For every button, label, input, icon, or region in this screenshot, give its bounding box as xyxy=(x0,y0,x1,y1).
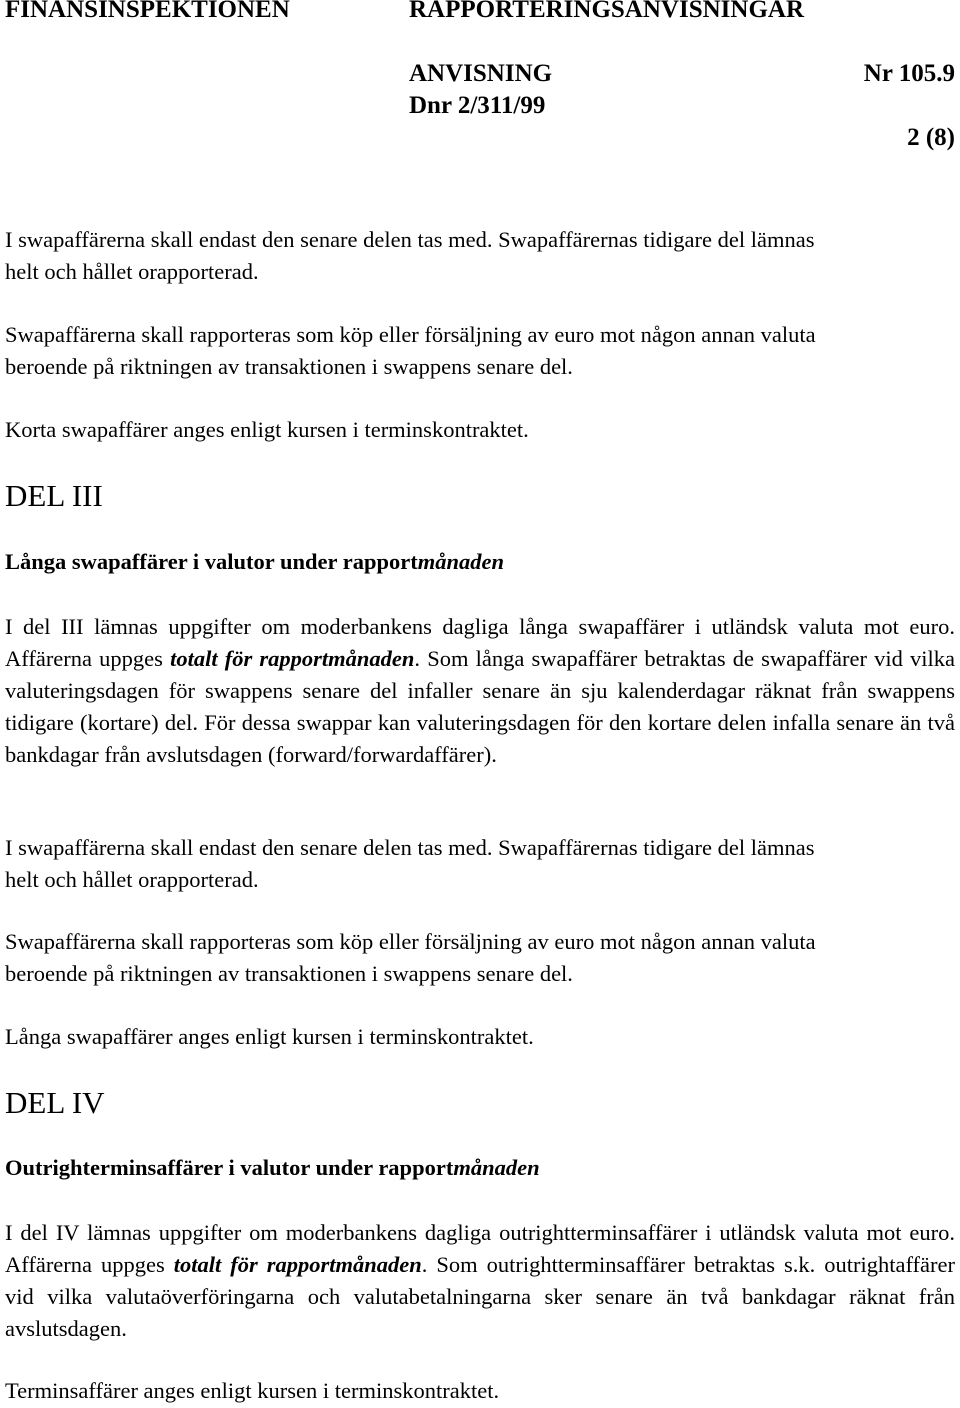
paragraph-line: I swapaffärerna skall endast den senare delen tas med. Swapaffärernas tidigare del lämnas xyxy=(5,227,815,252)
paragraph-line: Långa swapaffärer anges enligt kursen i terminskontraktet. xyxy=(5,1024,534,1049)
paragraph-line: Terminsaffärer anges enligt kursen i terminskontraktet. xyxy=(5,1378,500,1403)
subheading-italic: månaden xyxy=(453,1155,540,1180)
subheading-bold: Långa swapaffärer i valutor under rapport xyxy=(5,549,418,574)
section-heading-del-iii: DEL III xyxy=(5,478,103,513)
paragraph-line: beroende på riktningen av transaktionen i swappens senare del. xyxy=(5,961,573,986)
subheading-bold: Outrighterminsaffärer i valutor under rapport xyxy=(5,1155,454,1180)
paragraph-line: helt och hållet orapporterad. xyxy=(5,867,259,892)
text: . Som outrightterminsaffärer betraktas s.k. outrightaffärer vid vilka valutaöverföringarna och valutabetalningarna sker senare än två bankdagar räknat från avslutsdagen. xyxy=(5,1252,956,1341)
text: I del III lämnas uppgifter om moderbankens dagliga långa swapaffärer i utländsk valuta mot euro. Affärerna uppges xyxy=(5,614,955,671)
header-anvisning: ANVISNING xyxy=(409,60,553,87)
paragraph-del-iii-intro xyxy=(5,611,955,771)
paragraph-del-iv-intro xyxy=(5,1217,955,1345)
header-org: FINANSINSPEKTIONEN xyxy=(5,0,290,23)
subheading-italic: månaden xyxy=(417,549,504,574)
emphasis: totalt för rapportmånaden xyxy=(173,1252,422,1277)
header-doc-type: RAPPORTERINGSANVISNINGAR xyxy=(409,0,804,23)
section-heading-del-iv: DEL IV xyxy=(5,1085,105,1120)
header-nr: Nr 105.9 xyxy=(863,60,955,87)
header-dnr: Dnr 2/311/99 xyxy=(409,92,546,119)
subheading-del-iii xyxy=(5,549,504,575)
subheading-del-iv xyxy=(5,1155,540,1181)
paragraph-line: helt och hållet orapporterad. xyxy=(5,259,259,284)
header-page: 2 (8) xyxy=(907,124,955,151)
paragraph-line: Swapaffärerna skall rapporteras som köp eller försäljning av euro mot någon annan valuta xyxy=(5,322,816,347)
text: . Som långa swapaffärer betraktas de swapaffärer vid vilka valuteringsdagen för swappens senare del infaller senare än sju kalenderdagar räknat från swappens tidigare (kortare) del. För dessa swappar kan valuteringsdagen för den kortare delen infalla senare än två bankdagar från avslutsdagen (forward/forwardaffärer). xyxy=(5,646,955,767)
paragraph-line: I swapaffärerna skall endast den senare delen tas med. Swapaffärernas tidigare del lämnas xyxy=(5,835,815,860)
emphasis: totalt för rapportmånaden xyxy=(170,646,415,671)
paragraph-line: Korta swapaffärer anges enligt kursen i terminskontraktet. xyxy=(5,417,529,442)
paragraph-line: beroende på riktningen av transaktionen i swappens senare del. xyxy=(5,354,573,379)
paragraph-line: Swapaffärerna skall rapporteras som köp eller försäljning av euro mot någon annan valuta xyxy=(5,929,816,954)
text: I del IV lämnas uppgifter om moderbankens dagliga outrightterminsaffärer i utländsk valuta mot euro. Affärerna uppges xyxy=(5,1220,955,1277)
